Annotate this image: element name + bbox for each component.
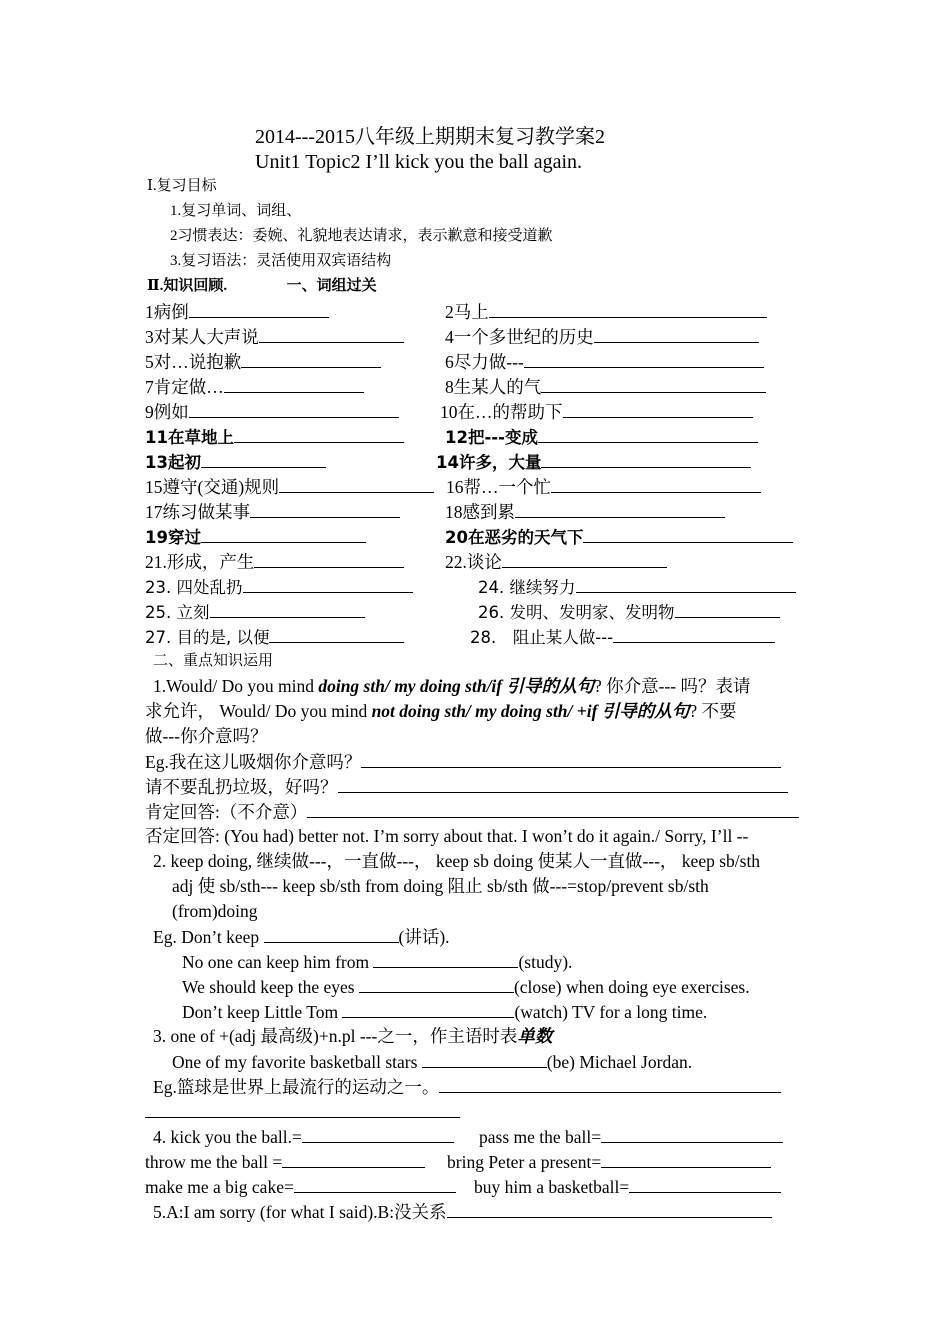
phrase-label: 13起初 (145, 453, 201, 472)
answer-blank[interactable] (145, 1099, 460, 1118)
example-text: (study). (518, 952, 573, 972)
phrase-label: 23. 四处乱扔 (145, 578, 243, 597)
answer-blank[interactable] (294, 1174, 456, 1193)
answer-blank[interactable] (502, 549, 667, 568)
example-text: 请不要乱扔垃圾，好吗？ (145, 777, 338, 797)
point3-answer-line (145, 1099, 810, 1125)
phrase-item (145, 324, 404, 350)
answer-blank[interactable] (189, 399, 399, 418)
point2-example2 (182, 949, 847, 975)
answer-blank[interactable] (541, 374, 766, 393)
point3-emphasis: 单数 (517, 1026, 553, 1046)
answer-blank[interactable] (583, 524, 793, 543)
phrase-item (145, 549, 404, 575)
answer-blank[interactable] (551, 474, 761, 493)
worksheet-title: 2014---2015八年级上期期末复习教学案2 (255, 126, 605, 148)
example-text: Eg.我在这儿吸烟你介意吗？ (145, 752, 362, 772)
phrase-label: 17练习做某事 (145, 502, 250, 522)
point2-example4 (182, 999, 847, 1025)
point1-emphasis: doing sth/ my doing sth/if 引导的从句 (318, 676, 594, 696)
phrase-label: 18感到累 (445, 502, 515, 522)
point3-example (153, 1074, 818, 1100)
phrase-item (145, 574, 413, 600)
point4-item (479, 1124, 783, 1150)
answer-blank[interactable] (201, 524, 366, 543)
unit-title: Unit1 Topic2 I’ll kick you the ball again. (255, 151, 583, 173)
point3-line2 (172, 1049, 837, 1075)
point1-negative-answer: 否定回答: (You had) better not. I’m sorry about that. I won’t do it again./ Sorry, I’ll -- (145, 826, 749, 846)
phrase-label: 8生某人的气 (445, 377, 542, 397)
example-text: make me a big cake= (145, 1177, 294, 1197)
phrase-label: 22.谈论 (445, 552, 502, 572)
phrase-item (445, 299, 767, 325)
example-text: 4. kick you the ball.= (153, 1127, 302, 1147)
knowledge-section-heading: 二、重点知识运用 (153, 653, 274, 669)
answer-blank[interactable] (541, 449, 751, 468)
answer-blank[interactable] (342, 999, 514, 1018)
answer-blank[interactable] (629, 1174, 781, 1193)
example-text: throw me the ball = (145, 1152, 283, 1172)
point1-text: 求允许， Would/ Do you mind (145, 701, 372, 721)
answer-blank[interactable] (241, 349, 381, 368)
point1-text: ? 不要 (689, 701, 737, 721)
phrase-item (145, 624, 404, 650)
answer-blank[interactable] (538, 424, 758, 443)
phrase-section-heading: 一、词组过关 (286, 278, 377, 294)
point2-example1 (153, 924, 818, 950)
review-heading (147, 274, 812, 299)
phrase-item (436, 449, 751, 475)
point1-text: 1.Would/ Do you mind (153, 676, 319, 696)
point2-line3: (from)doing (172, 901, 258, 921)
review-heading-text: Ⅱ.知识回顾. (147, 278, 228, 294)
phrase-label: 15遵守(交通)规则 (145, 477, 280, 497)
phrase-item (470, 624, 775, 650)
example-text: (close) when doing eye exercises. (513, 977, 750, 997)
phrase-item (445, 524, 793, 550)
phrase-item (145, 524, 366, 550)
answer-blank[interactable] (282, 1149, 425, 1168)
answer-blank[interactable] (359, 974, 514, 993)
phrase-label: 26. 发明、发明家、发明物 (478, 603, 675, 622)
phrase-label: 10在…的帮助下 (440, 402, 563, 422)
phrase-label: 6尽力做--- (445, 352, 524, 372)
phrase-label: 24. 继续努力 (478, 578, 576, 597)
point2-line1: 2. keep doing, 继续做---，一直做---， keep sb doing 使某人一直做---， keep sb/sth (153, 851, 761, 871)
point2-line2: adj 使 sb/sth--- keep sb/sth from doing 阻止 sb/sth 做---=stop/prevent sb/sth (172, 876, 709, 896)
phrase-label: 21.形成，产生 (145, 552, 255, 572)
answer-blank[interactable] (307, 799, 799, 818)
phrase-item (445, 349, 764, 375)
answer-blank[interactable] (279, 474, 434, 493)
point1-emphasis: not doing sth/ my doing sth/ +if 引导的从句 (371, 701, 690, 721)
answer-blank[interactable] (373, 949, 518, 968)
phrase-label: 2马上 (445, 302, 489, 322)
phrase-label: 12把---变成 (445, 428, 539, 447)
phrase-item (145, 399, 399, 425)
phrase-item (445, 324, 759, 350)
answer-blank[interactable] (613, 624, 775, 643)
answer-blank[interactable] (234, 424, 404, 443)
example-text: buy him a basketball= (474, 1177, 630, 1197)
example-text: (watch) TV for a long time. (514, 1002, 708, 1022)
answer-blank[interactable] (675, 599, 780, 618)
example-text: One of my favorite basketball stars (172, 1052, 422, 1072)
point4-item (153, 1124, 454, 1150)
phrase-item (145, 474, 434, 500)
goal-item: 2习惯表达：委婉、礼貌地表达请求，表示歉意和接受道歉 (170, 228, 553, 244)
answer-blank[interactable] (601, 1149, 771, 1168)
phrase-item (445, 374, 766, 400)
phrase-label: 11在草地上 (145, 428, 234, 447)
answer-blank[interactable] (439, 1074, 781, 1093)
point4-item (447, 1149, 771, 1175)
point1-example2 (145, 774, 810, 800)
phrase-label: 28. 阻止某人做--- (470, 628, 614, 647)
point1-positive-answer (145, 799, 810, 825)
answer-blank[interactable] (563, 399, 753, 418)
example-text: bring Peter a present= (447, 1152, 602, 1172)
point4-item (145, 1174, 456, 1200)
phrase-item (478, 574, 796, 600)
phrase-item (145, 374, 364, 400)
phrase-item (145, 499, 400, 525)
phrase-item (145, 349, 381, 375)
phrase-item (145, 599, 365, 625)
phrase-label: 16帮…一个忙 (446, 477, 551, 497)
answer-blank[interactable] (264, 924, 399, 943)
goal-item: 1.复习单词、词组、 (170, 203, 302, 219)
example-text: Eg. Don’t keep (153, 927, 264, 947)
phrase-label: 5对…说抱歉 (145, 352, 242, 372)
phrase-label: 3对某人大声说 (145, 327, 259, 347)
point2-example3 (182, 974, 847, 1000)
phrase-item (145, 299, 329, 325)
answer-blank[interactable] (254, 549, 404, 568)
phrase-label: 4一个多世纪的历史 (445, 327, 594, 347)
example-text: pass me the ball= (479, 1127, 602, 1147)
phrase-item (445, 499, 725, 525)
phrase-item (440, 399, 753, 425)
answer-blank[interactable] (201, 449, 326, 468)
point1-text: ? 你介意--- 吗？表请 (594, 676, 751, 696)
point4-item (474, 1174, 781, 1200)
phrase-item (145, 424, 404, 450)
phrase-label: 14许多，大量 (436, 453, 542, 472)
answer-blank[interactable] (489, 299, 767, 318)
answer-blank[interactable] (447, 1199, 772, 1218)
example-text: (be) Michael Jordan. (546, 1052, 693, 1072)
answer-blank[interactable] (302, 1124, 454, 1143)
answer-blank[interactable] (250, 499, 400, 518)
answer-blank[interactable] (524, 349, 764, 368)
phrase-label: 25. 立刻 (145, 603, 210, 622)
phrase-item (445, 549, 667, 575)
answer-blank[interactable] (422, 1049, 547, 1068)
answer-blank[interactable] (210, 599, 365, 618)
point5-line (153, 1199, 818, 1225)
answer-blank[interactable] (259, 324, 404, 343)
example-text: Don’t keep Little Tom (182, 1002, 343, 1022)
answer-blank[interactable] (515, 499, 725, 518)
phrase-label: 20在恶劣的天气下 (445, 528, 584, 547)
phrase-label: 19穿过 (145, 528, 201, 547)
goal-item: 3.复习语法：灵活使用双宾语结构 (170, 253, 392, 269)
point3-text: 3. one of +(adj 最高级)+n.pl ---之一，作主语时表 (153, 1026, 518, 1046)
point1-line3: 做---你介意吗？ (145, 726, 268, 746)
point1-line2 (145, 699, 810, 724)
example-text: (讲话). (398, 927, 450, 947)
phrase-item (445, 424, 758, 450)
point4-item (145, 1149, 425, 1175)
example-text: We should keep the eyes (182, 977, 359, 997)
example-text: Eg.篮球是世界上最流行的运动之一。 (153, 1077, 440, 1097)
answer-blank[interactable] (361, 749, 781, 768)
phrase-label: 9例如 (145, 402, 189, 422)
answer-blank[interactable] (189, 299, 329, 318)
point1-example1 (145, 749, 810, 775)
phrase-item (446, 474, 761, 500)
example-text: 肯定回答:（不介意） (145, 802, 308, 822)
point1-line1 (153, 674, 818, 699)
answer-blank[interactable] (243, 574, 413, 593)
answer-blank[interactable] (224, 374, 364, 393)
point3-line1 (153, 1024, 818, 1049)
answer-blank[interactable] (576, 574, 796, 593)
phrase-item (145, 449, 326, 475)
goals-heading: Ⅰ.复习目标 (147, 178, 217, 194)
answer-blank[interactable] (269, 624, 404, 643)
answer-blank[interactable] (601, 1124, 783, 1143)
phrase-label: 1病倒 (145, 302, 189, 322)
phrase-label: 27. 目的是, 以便 (145, 628, 270, 647)
answer-blank[interactable] (338, 774, 788, 793)
phrase-label: 7肯定做… (145, 377, 224, 397)
phrase-item (478, 599, 780, 625)
example-text: No one can keep him from (182, 952, 374, 972)
example-text: 5.A:I am sorry (for what I said).B:没关系 (153, 1202, 447, 1222)
answer-blank[interactable] (594, 324, 759, 343)
